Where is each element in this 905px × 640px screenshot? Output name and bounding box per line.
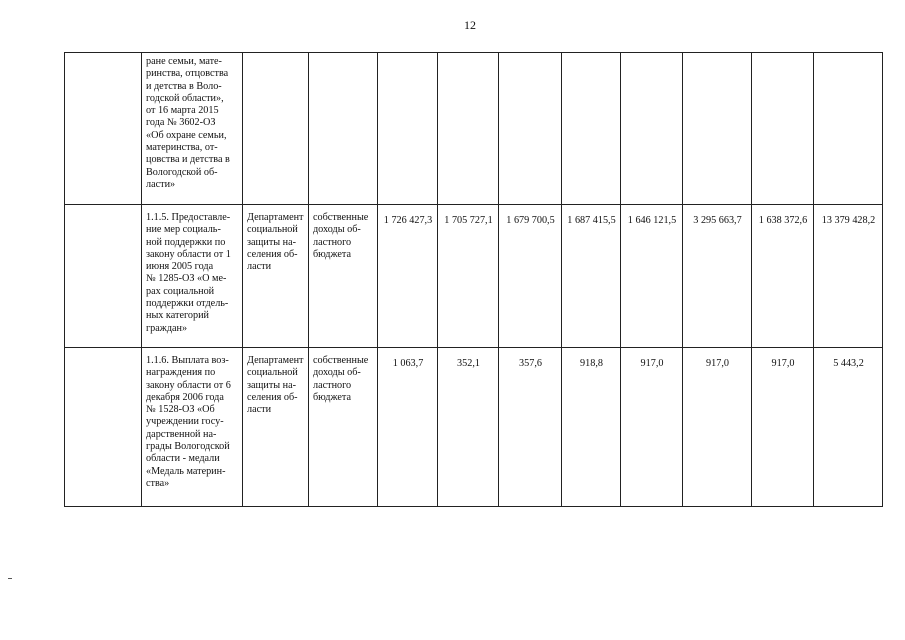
table-row <box>65 348 883 507</box>
value-cell <box>378 53 438 205</box>
scan-mark <box>8 578 12 579</box>
value-cell: 1 687 415,5 <box>562 205 621 348</box>
value-cell <box>683 53 752 205</box>
measure-cell: 1.1.6. Выплата воз- награждения по закону области от 6 декабря 2006 года № 1528-ОЗ «Об учреждении госу- дарственной на- грады Вологодской области - медали «Медаль материн- ства» <box>142 348 243 507</box>
value-cell <box>438 53 499 205</box>
empty-cell <box>65 205 142 348</box>
value-cell: 352,1 <box>438 348 499 507</box>
page-number: 12 <box>464 18 476 32</box>
value-cell: 917,0 <box>752 348 814 507</box>
value-cell: 357,6 <box>499 348 562 507</box>
value-cell: 918,8 <box>562 348 621 507</box>
value-cell: 1 726 427,3 <box>378 205 438 348</box>
source-cell <box>309 53 378 205</box>
table-row <box>65 53 883 205</box>
empty-cell <box>65 53 142 205</box>
program-table <box>64 52 883 507</box>
total-cell: 13 379 428,2 <box>814 205 883 348</box>
total-cell: 5 443,2 <box>814 348 883 507</box>
total-cell <box>814 53 883 205</box>
value-cell: 917,0 <box>683 348 752 507</box>
source-cell: собственные доходы об- ластного бюджета <box>309 205 378 348</box>
value-cell <box>621 53 683 205</box>
executor-cell <box>243 53 309 205</box>
measure-cell: ране семьи, мате- ринства, отцовства и детства в Воло- годской области», от 16 марта 2015 года № 3602-ОЗ «Об охране семьи, материнства, от- цовства и детства в Вологодской об- ласти» <box>142 53 243 205</box>
value-cell <box>752 53 814 205</box>
value-cell <box>499 53 562 205</box>
value-cell: 917,0 <box>621 348 683 507</box>
source-cell: собственные доходы об- ластного бюджета <box>309 348 378 507</box>
value-cell: 1 705 727,1 <box>438 205 499 348</box>
empty-cell <box>65 348 142 507</box>
value-cell: 1 646 121,5 <box>621 205 683 348</box>
value-cell: 1 679 700,5 <box>499 205 562 348</box>
executor-cell: Департамент социальной защиты на- селения об- ласти <box>243 205 309 348</box>
value-cell: 1 063,7 <box>378 348 438 507</box>
value-cell: 3 295 663,7 <box>683 205 752 348</box>
value-cell <box>562 53 621 205</box>
executor-cell: Департамент социальной защиты на- селения об- ласти <box>243 348 309 507</box>
measure-cell: 1.1.5. Предоставле- ние мер социаль- ной поддержки по закону области от 1 июня 2005 года № 1285-ОЗ «О ме- рах социальной поддержки отдель- ных категорий граждан» <box>142 205 243 348</box>
value-cell: 1 638 372,6 <box>752 205 814 348</box>
table-row <box>65 205 883 348</box>
